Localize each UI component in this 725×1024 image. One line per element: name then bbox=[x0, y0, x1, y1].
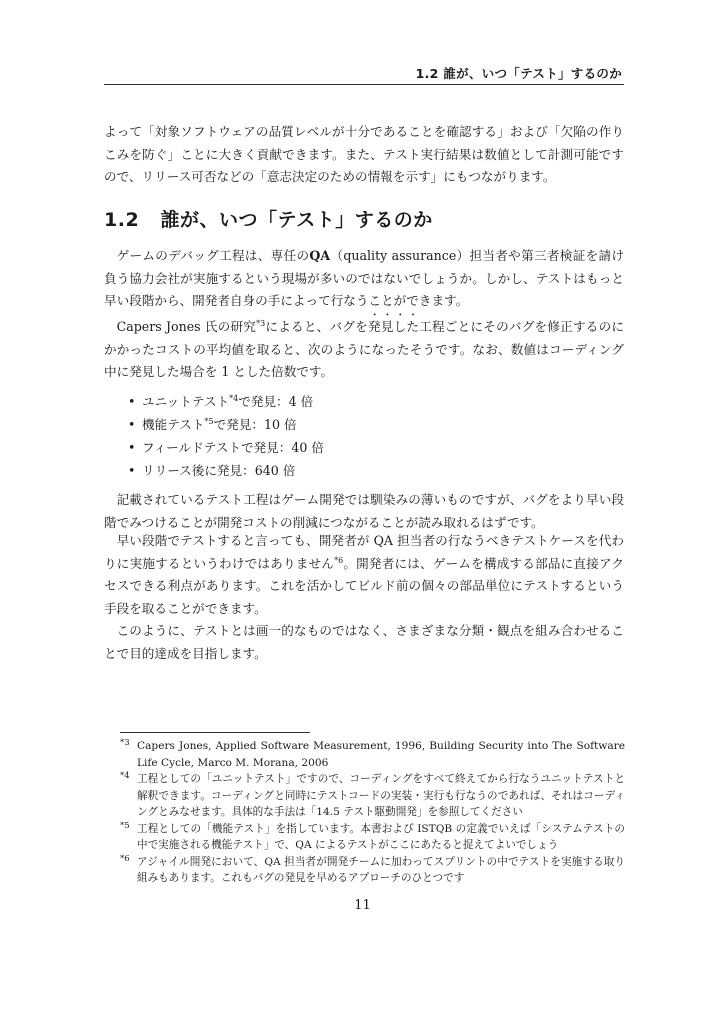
footnote-6 bbox=[120, 854, 625, 887]
footnote-mark: *4 bbox=[120, 771, 130, 781]
p2-emphasis: 発見した bbox=[367, 319, 420, 334]
p1-text-c: うことができます。 bbox=[355, 293, 469, 308]
p1-text-b: （quality assurance）担当者や第三者検証を請け負う協力会社が実施するという現場が多いのではないでしょうか。しかし、テストはもっと早い段階から、開発者自身の手によって行な bbox=[104, 248, 625, 308]
p1-text-a: ゲームのデバッグ工程は、専任の bbox=[116, 248, 310, 263]
bullet-text: フィールドテストで発見：40 倍 bbox=[142, 440, 324, 455]
footnote-mark: *5 bbox=[120, 820, 130, 831]
footnote-ref-4[interactable]: *4 bbox=[229, 394, 239, 403]
p1-qa-term: QA bbox=[309, 248, 331, 263]
footnote-3 bbox=[120, 738, 625, 771]
footnote-text: 工程としての「機能テスト」を指しています。本書および ISTQB の定義でいえば「システムテストの中で実施される機能テスト」で、QA によるテストがここにあたると捉えてよいでしょう bbox=[137, 822, 625, 851]
footnotes bbox=[120, 738, 625, 887]
list-item bbox=[128, 436, 324, 459]
cost-multiplier-list bbox=[128, 390, 324, 482]
list-item bbox=[128, 390, 324, 413]
page-number: 11 bbox=[354, 898, 371, 913]
footnote-ref-5[interactable]: *5 bbox=[204, 417, 214, 426]
footnote-divider bbox=[120, 732, 310, 733]
bullet-text-tail: で発見：4 倍 bbox=[238, 394, 314, 409]
paragraph-qa bbox=[104, 245, 624, 313]
p4-text-a: 早い段階でテストすると言っても、開発者が QA 担当者の行なうべきテストケースを代わりに実施するというわけではありません bbox=[104, 533, 624, 571]
footnote-mark: *3 bbox=[120, 738, 130, 748]
footnote-4 bbox=[120, 771, 625, 821]
p2-text-b: によると、バグを bbox=[265, 319, 368, 334]
footnote-5 bbox=[120, 821, 625, 854]
paragraph-capers-jones bbox=[104, 312, 624, 384]
section-number: 1.2 bbox=[104, 209, 140, 231]
list-item bbox=[128, 459, 324, 482]
running-header-title: 1.2 誰が、いつ「テスト」するのか bbox=[415, 66, 622, 81]
bullet-text-tail: で発見：10 倍 bbox=[213, 417, 297, 432]
footnote-ref-6[interactable]: *6 bbox=[334, 555, 344, 565]
bullet-text: リリース後に発見：640 倍 bbox=[142, 463, 296, 478]
paragraph-early-testing bbox=[104, 530, 624, 620]
p2-text-c: 工程ごとにそのバグを修正するのにかかったコストの平均値を取ると、次のようになったそうです。なお、数値はコーディング中に発見した場合を 1 とした倍数です。 bbox=[104, 319, 625, 379]
list-item bbox=[128, 413, 324, 436]
footnote-text: Capers Jones, Applied Software Measurement, 1996, Building Security into The Software Life Cycle, Marco M. Morana, 2006 bbox=[137, 740, 625, 769]
bullet-text: 機能テスト bbox=[142, 417, 205, 432]
footnote-ref-3[interactable]: *3 bbox=[256, 319, 266, 328]
paragraph-cost-reading: 記載されているテスト工程はゲーム開発では馴染みの薄いものですが、バグをより早い段階でみつけることが開発コストの削減につながることが読み取れるはずです。 bbox=[104, 492, 624, 530]
bullet-text: ユニットテスト bbox=[142, 394, 230, 409]
section-heading bbox=[104, 205, 433, 232]
paragraph-conclusion: このように、テストとは画一的なものではなく、さまざまな分類・観点を組み合わせることで目的達成を目指します。 bbox=[104, 623, 624, 661]
footnote-text: 工程としての「ユニットテスト」ですので、コーディングをすべて終えてから行なうユニットテストと解釈できます。コーディングと同時にテストコードの実装・実行も行なうのであれば、それはコーディングとみなせます。具体的な手法は「14.5 テスト駆動開発」を参照してください bbox=[137, 773, 625, 818]
p4-text-b: 。開発者には、ゲームを構成する部品に直接アクセスできる利点があります。これを活かしてビルド前の個々の部品単位にテストするという手段を取ることができます。 bbox=[104, 555, 624, 616]
p2-text-a: Capers Jones 氏の研究 bbox=[116, 319, 257, 334]
section-title: 誰が、いつ「テスト」するのか bbox=[160, 209, 433, 231]
running-header bbox=[104, 64, 624, 85]
footnote-text: アジャイル開発において、QA 担当者が開発チームに加わってスプリントの中でテストを実施する取り組みもあります。これもバグの発見を早めるアプローチのひとつです bbox=[137, 855, 625, 884]
intro-paragraph: よって「対象ソフトウェアの品質レベルが十分であることを確認する」および「欠陥の作りこみを防ぐ」ことに大きく貢献できます。また、テスト実行結果は数値として計測可能ですので、リリース可否などの「意志決定のための情報を示す」にもつながります。 bbox=[104, 124, 624, 184]
footnote-mark: *6 bbox=[120, 853, 130, 864]
